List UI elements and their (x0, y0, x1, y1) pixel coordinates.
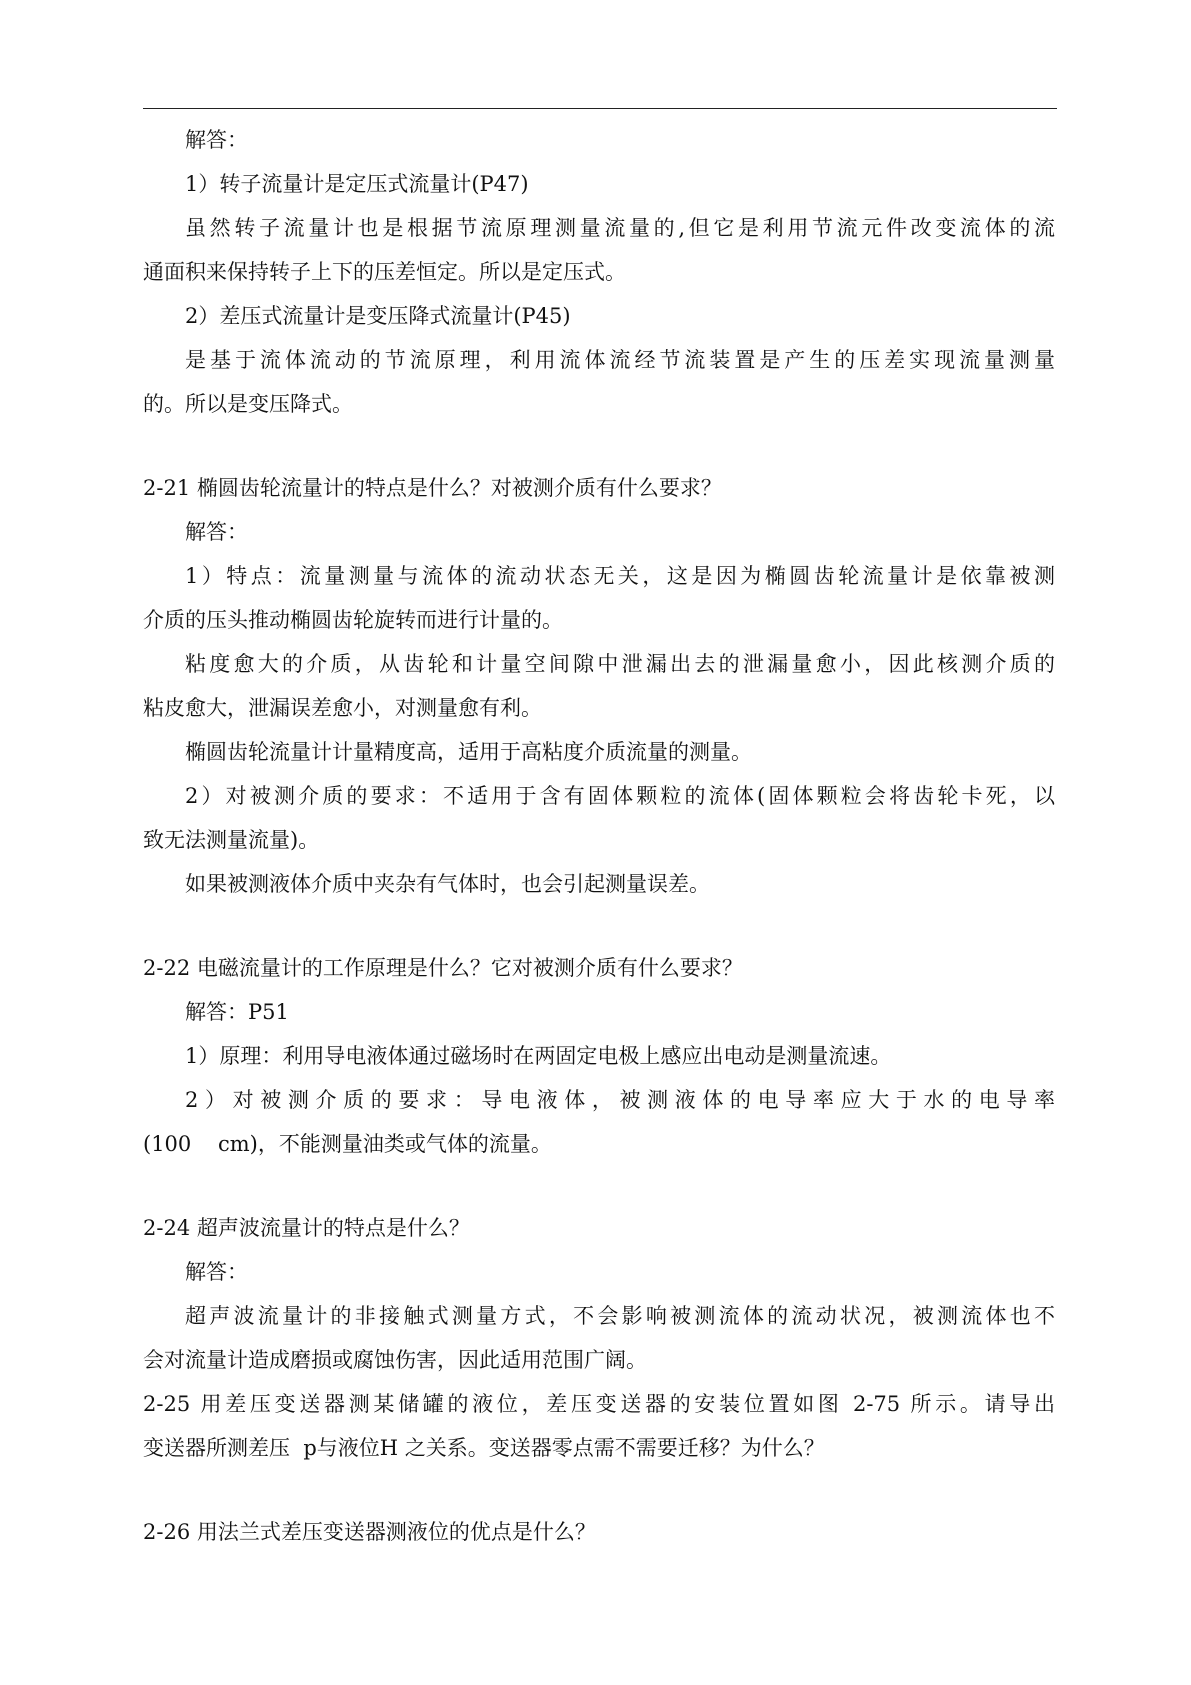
question-heading: 变送器所测差压 p与液位H 之关系。变送器零点需不需要迁移？为什么？ (143, 1436, 825, 1460)
paragraph-line: 椭圆齿轮流量计计量精度高，适用于高粘度介质流量的测量。 (185, 740, 752, 764)
point-2-title: 2）差压式流量计是变压降式流量计(P45) (185, 304, 571, 328)
question-heading: 2-22 电磁流量计的工作原理是什么？它对被测介质有什么要求？ (143, 956, 743, 980)
question-heading: 2-26 用法兰式差压变送器测液位的优点是什么？ (143, 1520, 596, 1544)
paragraph-line: 会对流量计造成磨损或腐蚀伤害，因此适用范围广阔。 (143, 1348, 647, 1372)
paragraph-line: 介质的压头推动椭圆齿轮旋转而进行计量的。 (143, 608, 563, 632)
section-2-21 (143, 466, 1055, 906)
paragraph-line: 超声波流量计的非接触式测量方式，不会影响被测流体的流动状况，被测流体也不 (185, 1304, 1055, 1328)
paragraph-line: 1）特点：流量测量与流体的流动状态无关，这是因为椭圆齿轮流量计是依靠被测 (185, 564, 1055, 588)
question-heading: 2-24 超声波流量计的特点是什么？ (143, 1216, 470, 1240)
paragraph-line: (100 cm)，不能测量油类或气体的流量。 (143, 1132, 552, 1156)
section-gap (143, 1470, 1055, 1510)
paragraph-line: 是基于流体流动的节流原理，利用流体流经节流装置是产生的压差实现流量测量 (185, 348, 1055, 372)
section-2-24 (143, 1206, 1055, 1382)
paragraph-line: 1）原理：利用导电液体通过磁场时在两固定电极上感应出电动是测量流速。 (185, 1044, 892, 1068)
answer-label: 解答： (185, 520, 248, 544)
paragraph-line: 致无法测量流量)。 (143, 828, 320, 852)
paragraph-line: 通面积来保持转子上下的压差恒定。所以是定压式。 (143, 260, 626, 284)
paragraph-line: 如果被测液体介质中夹杂有气体时，也会引起测量误差。 (185, 872, 710, 896)
answer-label: 解答： (185, 128, 248, 152)
question-heading: 2-25 用差压变送器测某储罐的液位，差压变送器的安装位置如图 2-75 所示。请导出 (143, 1392, 1055, 1416)
section-2-26 (143, 1510, 1055, 1554)
answer-label: 解答： (185, 1260, 248, 1284)
section-gap (143, 906, 1055, 946)
document-body (143, 118, 1055, 1554)
point-1-title: 1）转子流量计是定压式流量计(P47) (185, 172, 529, 196)
header-rule (143, 108, 1057, 109)
paragraph-line: 粘皮愈大，泄漏误差愈小，对测量愈有利。 (143, 696, 542, 720)
paragraph-line: 虽然转子流量计也是根据节流原理测量流量的,但它是利用节流元件改变流体的流 (185, 216, 1055, 240)
paragraph-line: 的。所以是变压降式。 (143, 392, 353, 416)
section-2-22 (143, 946, 1055, 1166)
answer-label: 解答：P51 (185, 1000, 289, 1024)
question-heading: 2-21 椭圆齿轮流量计的特点是什么？对被测介质有什么要求？ (143, 476, 722, 500)
section-gap (143, 426, 1055, 466)
paragraph-line: 2）对被测介质的要求：导电液体，被测液体的电导率应大于水的电导率 (185, 1088, 1055, 1112)
section-2-25 (143, 1382, 1055, 1470)
section-2-20-answer (143, 118, 1055, 426)
paragraph-line: 粘度愈大的介质，从齿轮和计量空间隙中泄漏出去的泄漏量愈小，因此核测介质的 (185, 652, 1055, 676)
section-gap (143, 1166, 1055, 1206)
paragraph-line: 2）对被测介质的要求：不适用于含有固体颗粒的流体(固体颗粒会将齿轮卡死，以 (185, 784, 1055, 808)
